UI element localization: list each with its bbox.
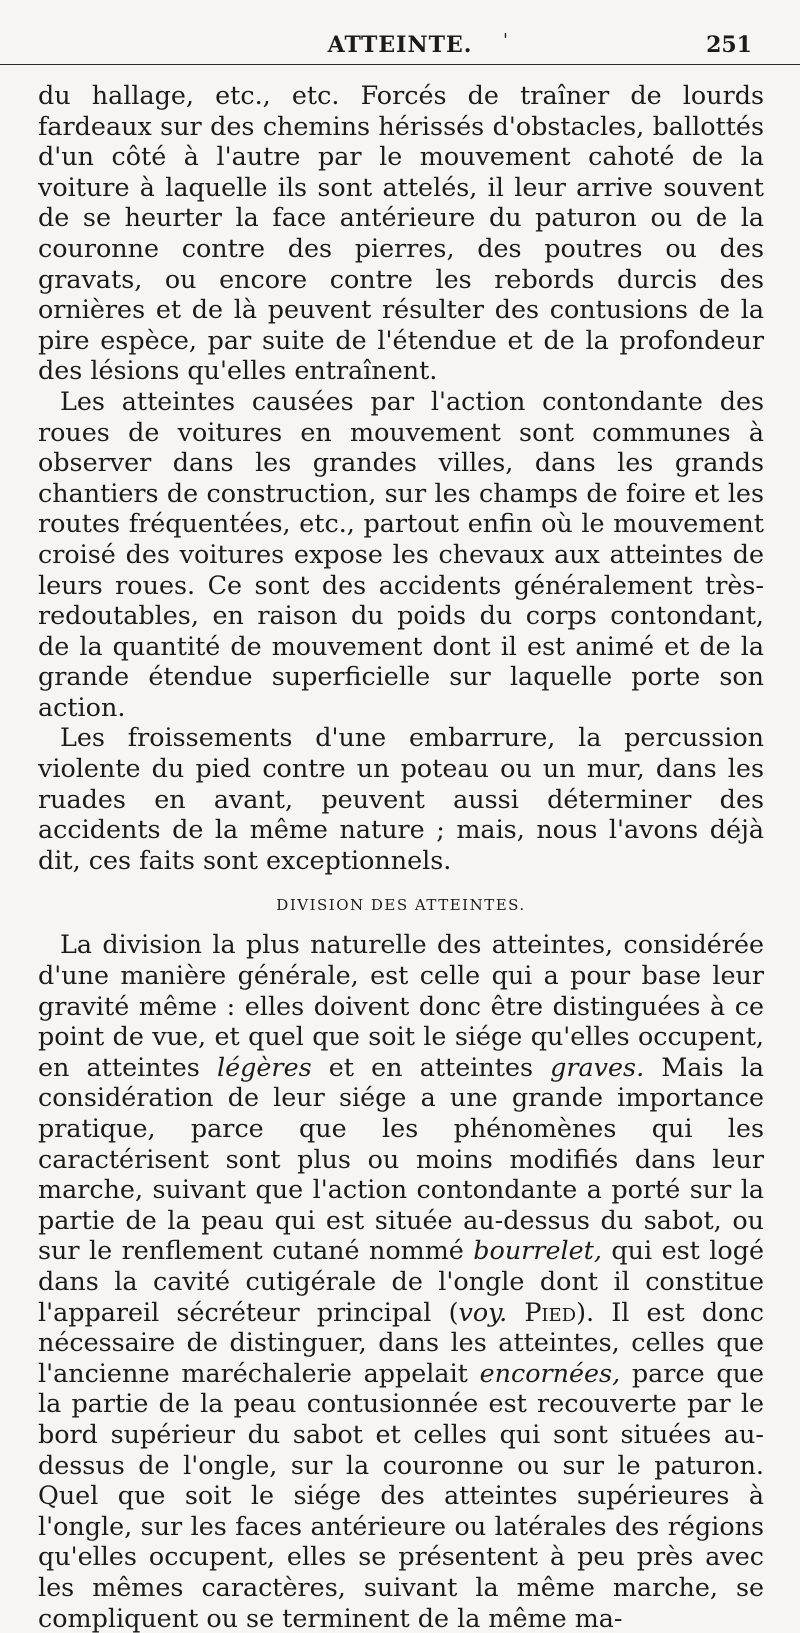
- body-text: [38, 80, 764, 1633]
- p4-text-g: qui est logé dans la cavité cutigérale de l'ongle dont il constitue l'appareil sécréteur principal (: [38, 1235, 764, 1327]
- paragraph-1: du hallage, etc., etc. Forcés de traîner de lourds fardeaux sur des chemins hérissés d'obstacles, ballottés d'un côté à l'autre par le mouvement cahoté de la voiture à laquelle ils sont attelés, il leur arrive souvent de se heurter la face antérieure du paturon ou de la couronne contre des pierres, des poutres ou des gravats, ou encore contre les rebords durcis des ornières et de là peuvent résulter des contusions de la pire espèce, par suite de l'étendue et de la profondeur des lésions qu'elles entraînent.: [38, 80, 764, 386]
- p4-italic-graves: graves.: [550, 1051, 645, 1082]
- p4-text-e: Mais la considération de leur siége a une grande importance pratique, parce que les phénomènes qui les caractérisent sont plus ou moins modifiés dans leur marche, suivant que l'action contondante a porté sur la partie de la peau qui est située au-dessus du sabot, ou sur le renflement cutané nommé: [38, 1051, 765, 1266]
- p4-text-c: et en atteintes: [311, 1051, 551, 1082]
- p4-italic-voy: voy.: [458, 1296, 508, 1327]
- page-number: 251: [706, 32, 752, 58]
- paragraph-2: Les atteintes causées par l'action contondante des roues de voitures en mouvement sont communes à observer dans les grandes villes, dans les grands chantiers de construction, sur les champs de foire et les routes fréquentées, etc., partout enfin où le mouvement croisé des voitures expose les chevaux aux atteintes de leurs roues. Ce sont des accidents généralement très-redoutables, en raison du poids du corps contondant, de la quantité de mouvement dont il est animé et de la grande étendue superficielle sur laquelle porte son action.: [38, 385, 764, 722]
- paragraph-4: [38, 929, 764, 1633]
- p4-smallcaps-pied: Pied: [524, 1296, 577, 1327]
- running-title: ATTEINTE.: [327, 32, 473, 58]
- header-mark: ': [503, 30, 508, 51]
- p4-italic-bourrelet: bourrelet,: [473, 1235, 602, 1266]
- p4-italic-encornees: encornées,: [479, 1357, 621, 1388]
- paragraph-3: Les froissements d'une embarrure, la percussion violente du pied contre un poteau ou un mur, dans les ruades en avant, peuvent aussi déterminer des accidents de la même nature ; mais, nous l'avons déjà dit, ces faits sont exceptionnels.: [38, 722, 764, 875]
- page-header: [0, 30, 800, 65]
- p4-text-i: [507, 1297, 524, 1327]
- p4-text-k: ). Il est donc nécessaire de distinguer, dans les atteintes, celles que l'ancienne maréchalerie appelait: [38, 1296, 764, 1388]
- p4-text-a: La division la plus naturelle des atteintes, considérée d'une manière générale, est celle qui a pour base leur gravité même : elles doivent donc être distinguées à ce point de vue, et quel que soit le siége qu'elles occupent, en atteintes: [38, 929, 764, 1082]
- section-heading: DIVISION DES ATTEINTES.: [276, 896, 526, 915]
- p4-italic-legeres: légères: [217, 1051, 312, 1082]
- p4-text-m: parce que la partie de la peau contusionnée est recouverte par le bord supérieur du sabot et celles qui sont situées au-dessus de l'ongle, sur la couronne ou sur le paturon. Quel que soit le siége des atteintes supérieures à l'ongle, sur les faces antérieure ou latérales des régions qu'elles occupent, elles se présentent à peu près avec les mêmes caractères, suivant la même marche, se compliquent ou se terminent de la même ma-: [38, 1357, 764, 1633]
